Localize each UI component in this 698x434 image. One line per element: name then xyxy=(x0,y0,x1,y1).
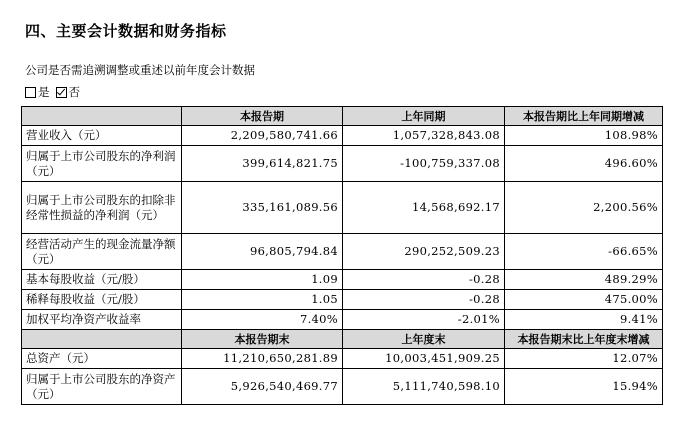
change-value: 489.29% xyxy=(505,270,663,290)
section-title: 四、主要会计数据和财务指标 xyxy=(25,22,227,40)
prior-value: 5,111,740,598.10 xyxy=(343,369,505,405)
row-label: 加权平均净资产收益率 xyxy=(22,310,182,330)
change-value: 9.41% xyxy=(505,310,663,330)
current-value: 96,805,794.84 xyxy=(182,234,343,270)
checkbox-no-checked-icon[interactable] xyxy=(56,87,67,98)
header-corner xyxy=(22,107,182,126)
current-value: 7.40% xyxy=(182,310,343,330)
row-label: 经营活动产生的现金流量净额（元） xyxy=(22,234,182,270)
subheader-corner xyxy=(22,330,182,349)
table-subheader-row xyxy=(22,330,663,349)
change-value: 108.98% xyxy=(505,126,663,146)
prior-value: -2.01% xyxy=(343,310,505,330)
choice-yes-label: 是 xyxy=(38,85,50,99)
change-value: 12.07% xyxy=(505,349,663,369)
table-row xyxy=(22,234,663,270)
table-row xyxy=(22,270,663,290)
change-value: 15.94% xyxy=(505,369,663,405)
table-row xyxy=(22,182,663,234)
row-label: 稀释每股收益（元/股） xyxy=(22,290,182,310)
restatement-choices xyxy=(25,84,86,100)
row-label: 基本每股收益（元/股） xyxy=(22,270,182,290)
table-row xyxy=(22,349,663,369)
current-value: 5,926,540,469.77 xyxy=(182,369,343,405)
prior-value: -0.28 xyxy=(343,290,505,310)
choice-no[interactable] xyxy=(56,84,81,100)
prior-value: -0.28 xyxy=(343,270,505,290)
prior-value: 1,057,328,843.08 xyxy=(343,126,505,146)
prior-value: 14,568,692.17 xyxy=(343,182,505,234)
prior-value: 290,252,509.23 xyxy=(343,234,505,270)
header-prior-period: 上年同期 xyxy=(343,107,505,126)
financial-indicators-table xyxy=(21,106,663,405)
row-label: 归属于上市公司股东的净资产（元） xyxy=(22,369,182,405)
prior-value: 10,003,451,909.25 xyxy=(343,349,505,369)
current-value: 2,209,580,741.66 xyxy=(182,126,343,146)
table-row xyxy=(22,126,663,146)
restatement-question: 公司是否需追溯调整或重述以前年度会计数据 xyxy=(25,63,255,77)
prior-value: -100,759,337.08 xyxy=(343,146,505,182)
change-value: -66.65% xyxy=(505,234,663,270)
current-value: 335,161,089.56 xyxy=(182,182,343,234)
choice-yes[interactable] xyxy=(25,84,50,100)
header-period-end-change: 本报告期末比上年度末增减 xyxy=(505,330,663,349)
current-value: 11,210,650,281.89 xyxy=(182,349,343,369)
table-row xyxy=(22,290,663,310)
row-label: 总资产（元） xyxy=(22,349,182,369)
header-change: 本报告期比上年同期增减 xyxy=(505,107,663,126)
header-current-period: 本报告期 xyxy=(182,107,343,126)
current-value: 1.09 xyxy=(182,270,343,290)
change-value: 496.60% xyxy=(505,146,663,182)
header-prior-year-end: 上年度末 xyxy=(343,330,505,349)
row-label: 归属于上市公司股东的净利润（元） xyxy=(22,146,182,182)
current-value: 1.05 xyxy=(182,290,343,310)
row-label: 营业收入（元） xyxy=(22,126,182,146)
table-row xyxy=(22,369,663,405)
choice-no-label: 否 xyxy=(68,85,80,99)
row-label: 归属于上市公司股东的扣除非经常性损益的净利润（元） xyxy=(22,182,182,234)
change-value: 2,200.56% xyxy=(505,182,663,234)
current-value: 399,614,821.75 xyxy=(182,146,343,182)
table-header-row xyxy=(22,107,663,126)
change-value: 475.00% xyxy=(505,290,663,310)
table-row xyxy=(22,146,663,182)
table-row xyxy=(22,310,663,330)
header-period-end: 本报告期末 xyxy=(182,330,343,349)
checkbox-yes-icon[interactable] xyxy=(25,87,36,98)
